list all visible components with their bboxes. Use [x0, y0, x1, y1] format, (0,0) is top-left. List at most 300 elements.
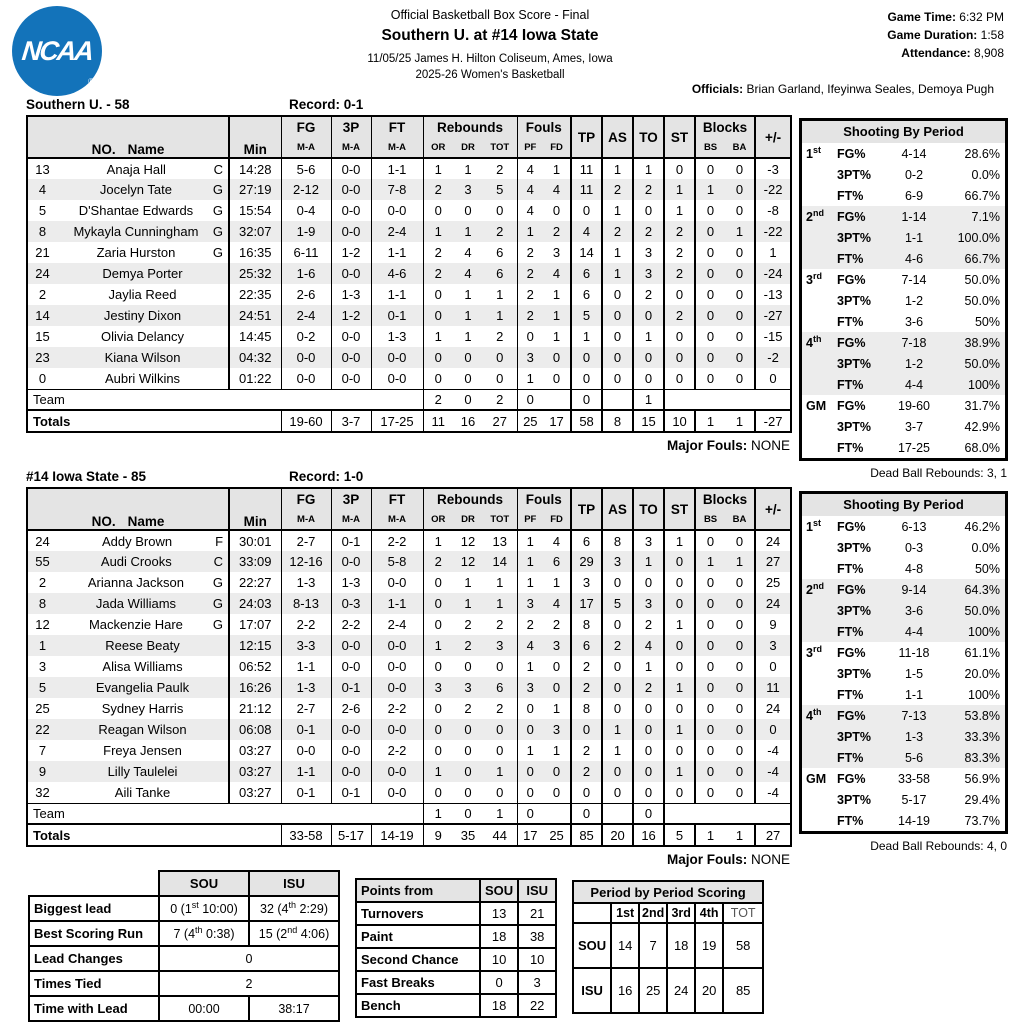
game-time: Game Time: 6:32 PM	[887, 10, 1004, 24]
cell-no: 22	[27, 719, 57, 740]
cell-bs: 0	[695, 368, 725, 389]
player-name: Jaylia Reed	[108, 287, 177, 302]
col-4th: 4th	[695, 903, 723, 923]
cell-min: 17:07	[229, 614, 281, 635]
cell-to: 3	[633, 530, 664, 551]
stat-made-att: 7-18	[901, 335, 927, 350]
cell-pf: 2	[517, 284, 543, 305]
col-st: ST	[664, 116, 695, 158]
cell-or: 1	[423, 326, 453, 347]
totals-p3: 5-17	[331, 824, 371, 846]
player-name: Jestiny Dixon	[103, 308, 182, 323]
cell-to: 0	[633, 719, 664, 740]
points-from-col-isu: ISU	[518, 879, 556, 902]
cell-fd: 0	[552, 203, 561, 218]
period-label: 3rd	[806, 644, 822, 661]
col-3rd: 3rd	[667, 903, 695, 923]
player-row	[27, 572, 791, 593]
player-name: Sydney Harris	[101, 701, 184, 716]
cell-tot: 6	[496, 245, 504, 260]
player-row	[27, 698, 791, 719]
cell-fg: 12-16	[281, 551, 331, 572]
cell-ft: 5-8	[371, 551, 423, 572]
stat-percent: 29.4%	[964, 792, 1000, 807]
period-label: 3rd	[806, 271, 822, 288]
cell-tp: 8	[571, 698, 602, 719]
cell-ft: 0-0	[371, 368, 423, 389]
cell-fd: 3	[552, 245, 561, 260]
period-scoring-value: 20	[695, 968, 723, 1013]
cell-ft: 0-1	[371, 305, 423, 326]
cell-tp: 6	[571, 635, 602, 656]
stat-made-att: 33-58	[898, 771, 930, 786]
cell-tp: 6	[571, 263, 602, 284]
cell-as: 0	[602, 698, 633, 719]
stat-made-att: 3-6	[904, 603, 924, 618]
cell-bs: 0	[695, 530, 725, 551]
cell-dr: 0	[464, 784, 472, 800]
cell-as: 0	[602, 326, 633, 347]
totals-ba: 1	[725, 410, 755, 432]
team-record: Record: 0-1	[289, 97, 364, 112]
shooting-stat-row	[802, 206, 1005, 227]
period-scoring-value: 25	[639, 968, 667, 1013]
stat-made-att: 1-5	[904, 666, 924, 681]
cell-pm: 24	[755, 593, 791, 614]
cell-name	[57, 740, 229, 761]
cell-name	[57, 635, 229, 656]
cell-as: 2	[602, 179, 633, 200]
points-from-sou: 18	[480, 925, 518, 948]
shooting-stat-row	[802, 164, 1005, 185]
cell-fg: 1-3	[281, 677, 331, 698]
cell-fd: 4	[543, 593, 571, 614]
registered-mark: ®	[88, 77, 94, 86]
col-2nd: 2nd	[639, 903, 667, 923]
cell-ft: 1-3	[371, 326, 423, 347]
cell-as: 1	[602, 200, 633, 221]
cell-to: 0	[633, 347, 664, 368]
cell-ba: 0	[725, 677, 755, 698]
ncaa-logo-text: NCAA	[20, 35, 94, 66]
period-scoring-value: 7	[639, 923, 667, 968]
shooting-panel-body	[802, 516, 1005, 831]
cell-no: 3	[38, 659, 47, 674]
cell-pm: -4	[755, 740, 791, 761]
cell-tot: 0	[496, 370, 504, 386]
cell-fg: 0-1	[281, 719, 331, 740]
cell-ft: 2-2	[371, 740, 423, 761]
col-no-name: NO. Name	[27, 488, 229, 530]
player-row	[27, 761, 791, 782]
stat-percent: 100.0%	[957, 230, 1000, 245]
cell-p3: 0-1	[331, 782, 371, 803]
venue-line: 11/05/25 James H. Hilton Coliseum, Ames, Iowa	[367, 53, 613, 65]
cell-dr: 1	[453, 305, 483, 326]
cell-pm: 25	[755, 572, 791, 593]
stat-percent: 50.0%	[964, 293, 1000, 308]
col-bs: BS	[695, 509, 725, 530]
cell-as: 0	[602, 677, 633, 698]
lead-stats-row	[29, 946, 339, 971]
cell-min: 22:27	[229, 572, 281, 593]
col-ba: BA	[725, 137, 755, 158]
stat-percent: 100%	[968, 687, 1000, 702]
cell-pm: -13	[755, 284, 791, 305]
cell-dr: 1	[453, 593, 483, 614]
totals-ft: 14-19	[371, 824, 423, 846]
cell-pm: -2	[755, 347, 791, 368]
team-row	[27, 389, 791, 410]
cell-no: 12	[35, 617, 50, 632]
cell-st: 0	[664, 698, 695, 719]
cell-st: 1	[664, 761, 695, 782]
cell-tp: 0	[571, 719, 602, 740]
player-row	[27, 740, 791, 761]
points-from-label: Turnovers	[356, 902, 480, 925]
cell-dr: 0	[453, 761, 483, 782]
cell-ba: 0	[725, 719, 755, 740]
major-fouls-line: Major Fouls: NONE	[666, 852, 790, 867]
points-from-isu: 10	[518, 948, 556, 971]
cell-pm: 3	[755, 635, 791, 656]
cell-fg: 1-9	[281, 221, 331, 242]
col-min: Min	[229, 116, 281, 158]
cell-as: 0	[602, 347, 633, 368]
cell-pm: 24	[755, 530, 791, 551]
player-row	[27, 719, 791, 740]
cell-no: 2	[38, 575, 47, 590]
totals-fd: 25	[543, 824, 571, 846]
cell-pf: 1	[517, 368, 543, 389]
shooting-stat-row	[802, 642, 1005, 663]
col-fg-ma: M-A	[281, 509, 331, 530]
totals-pf: 17	[517, 824, 543, 846]
shooting-stat-row	[802, 143, 1005, 164]
points-from-label: Second Chance	[356, 948, 480, 971]
cell-or: 1	[423, 761, 453, 782]
cell-st: 2	[664, 263, 695, 284]
cell-ba: 0	[735, 784, 744, 800]
totals-dr: 16	[453, 410, 483, 432]
player-name: Aili Tanke	[114, 784, 171, 800]
cell-as: 1	[602, 242, 633, 263]
cell-ba: 0	[735, 701, 744, 716]
period-scoring-value: 14	[611, 923, 639, 968]
stat-percent: 61.1%	[964, 645, 1000, 660]
player-row	[27, 158, 791, 179]
cell-or: 2	[423, 179, 453, 200]
cell-or: 1	[423, 530, 453, 551]
team-row-cell: Team	[27, 389, 423, 410]
cell-bs: 0	[695, 698, 725, 719]
team-row-cell: 0	[517, 389, 543, 410]
player-row	[27, 782, 791, 803]
cell-p3: 0-0	[331, 263, 371, 284]
shooting-stat-row	[802, 248, 1005, 269]
player-row	[27, 221, 791, 242]
cell-p3: 0-0	[331, 326, 371, 347]
cell-pm: -4	[755, 761, 791, 782]
player-name: Lilly Taulelei	[107, 764, 178, 779]
player-name: Addy Brown	[101, 533, 173, 549]
cell-tot: 0	[496, 203, 504, 218]
lead-stats-body	[29, 896, 339, 1021]
cell-st: 2	[664, 221, 695, 242]
totals-bs: 1	[695, 824, 725, 846]
cell-to: 2	[633, 284, 664, 305]
stat-made-att: 3-6	[904, 314, 924, 329]
player-name: Arianna Jackson	[87, 575, 184, 590]
cell-p3: 0-0	[331, 179, 371, 200]
shooting-stat-row	[802, 332, 1005, 353]
cell-p3: 0-1	[331, 530, 371, 551]
cell-bs: 0	[695, 782, 725, 803]
stat-percent: 50.0%	[964, 603, 1000, 618]
cell-dr: 0	[464, 743, 472, 758]
cell-fd: 4	[552, 533, 561, 549]
player-row	[27, 242, 791, 263]
cell-ft: 1-1	[371, 158, 423, 179]
cell-fg: 1-1	[281, 656, 331, 677]
totals-p3: 3-7	[331, 410, 371, 432]
cell-name	[57, 305, 229, 326]
cell-dr: 1	[453, 221, 483, 242]
stat-percent: 0.0%	[971, 540, 1000, 555]
player-row	[27, 200, 791, 221]
cell-pf: 2	[517, 614, 543, 635]
away-team-section	[26, 97, 790, 453]
cell-tp: 29	[571, 551, 602, 572]
cell-name	[57, 326, 229, 347]
cell-ft: 0-0	[371, 347, 423, 368]
cell-fd: 1	[543, 305, 571, 326]
cell-dr: 3	[453, 677, 483, 698]
cell-st: 1	[664, 179, 695, 200]
cell-no: 4	[27, 179, 57, 200]
cell-pf: 0	[517, 782, 543, 803]
col-ft: FT	[371, 488, 423, 509]
cell-pf: 0	[517, 698, 543, 719]
stat-label: FT%	[837, 561, 864, 576]
period-scoring-team: ISU	[573, 968, 611, 1013]
cell-pf: 2	[517, 305, 543, 326]
stat-percent: 38.9%	[964, 335, 1000, 350]
cell-to: 1	[633, 158, 664, 179]
cell-fd: 1	[552, 701, 561, 716]
totals-st: 10	[664, 410, 695, 432]
player-name: Olivia Delancy	[100, 329, 185, 344]
shooting-by-period-box	[799, 491, 1008, 834]
cell-to: 1	[633, 326, 664, 347]
player-name: Jada Williams	[95, 596, 177, 611]
cell-bs: 1	[695, 179, 725, 200]
stat-label: FT%	[837, 377, 864, 392]
player-name: Jocelyn Tate	[99, 182, 172, 197]
cell-pf: 4	[517, 158, 543, 179]
player-name: Alisa Williams	[102, 659, 183, 674]
stat-percent: 46.2%	[964, 519, 1000, 534]
cell-tp: 14	[571, 242, 602, 263]
stat-percent: 0.0%	[971, 167, 1000, 182]
cell-to: 2	[633, 179, 664, 200]
team-row-cell: 0	[453, 389, 483, 410]
cell-tot: 6	[483, 677, 517, 698]
stat-label: FG%	[837, 146, 866, 161]
shooting-period-group	[802, 269, 1005, 332]
cell-as: 0	[602, 572, 633, 593]
cell-min: 21:12	[229, 698, 281, 719]
cell-name	[57, 677, 229, 698]
cell-fg: 0-1	[281, 782, 331, 803]
cell-as: 1	[602, 158, 633, 179]
cell-name	[57, 284, 229, 305]
shooting-period-group	[802, 579, 1005, 642]
period-scoring-value: 18	[667, 923, 695, 968]
cell-no: 24	[27, 263, 57, 284]
stat-made-att: 1-1	[904, 687, 924, 702]
cell-ba: 0	[735, 245, 744, 260]
col-fd: FD	[543, 509, 571, 530]
totals-tot: 44	[483, 824, 517, 846]
stat-percent: 100%	[968, 624, 1000, 639]
totals-or: 11	[423, 410, 453, 432]
cell-tot: 2	[496, 701, 504, 716]
cell-ft: 0-0	[371, 635, 423, 656]
col-dr: DR	[453, 137, 483, 158]
shooting-stat-row	[802, 705, 1005, 726]
team-row-cell	[543, 803, 571, 824]
col-to: TO	[633, 116, 664, 158]
cell-to: 0	[633, 782, 664, 803]
position-letter: G	[212, 617, 224, 632]
stat-label: FT%	[837, 687, 864, 702]
team-row-cell: 2	[423, 389, 453, 410]
cell-fg: 2-7	[281, 698, 331, 719]
cell-ba: 1	[725, 221, 755, 242]
player-row	[27, 326, 791, 347]
cell-pm: 9	[755, 614, 791, 635]
cell-p3: 0-0	[331, 656, 371, 677]
cell-as: 8	[602, 530, 633, 551]
col-fouls: Fouls	[517, 488, 571, 509]
cell-fg: 1-3	[281, 572, 331, 593]
box-table-body	[27, 530, 791, 846]
player-row	[27, 284, 791, 305]
cell-bs: 0	[695, 263, 725, 284]
stat-percent: 42.9%	[964, 419, 1000, 434]
period-label: 4th	[806, 334, 822, 351]
cell-fd: 1	[552, 575, 561, 590]
team-row-cell	[602, 389, 633, 410]
cell-name	[57, 242, 229, 263]
cell-as: 0	[602, 614, 633, 635]
shooting-stat-row	[802, 311, 1005, 332]
team-name-score: Southern U. - 58	[26, 97, 130, 112]
col-or: OR	[423, 137, 453, 158]
stat-made-att: 1-3	[904, 729, 924, 744]
cell-fg: 1-6	[281, 263, 331, 284]
cell-bs: 0	[695, 158, 725, 179]
cell-tot: 3	[483, 635, 517, 656]
cell-tp: 0	[571, 200, 602, 221]
cell-to: 0	[633, 305, 664, 326]
cell-tot: 0	[483, 719, 517, 740]
stat-made-att: 0-3	[904, 540, 924, 555]
points-from-row	[356, 925, 556, 948]
cell-dr: 1	[464, 575, 472, 590]
cell-tp: 5	[571, 305, 602, 326]
points-from-title: Points from	[356, 879, 480, 902]
period-label: 1st	[806, 145, 821, 162]
shooting-period-group	[802, 642, 1005, 705]
cell-no: 32	[35, 784, 50, 800]
totals-as: 8	[602, 410, 633, 432]
lead-stat-value: 2	[159, 971, 339, 996]
stat-made-att: 1-1	[904, 230, 924, 245]
player-row	[27, 614, 791, 635]
cell-pf: 4	[517, 635, 543, 656]
cell-name	[57, 698, 229, 719]
cell-bs: 0	[695, 200, 725, 221]
player-name: Evangelia Paulk	[95, 680, 190, 695]
cell-dr: 0	[453, 347, 483, 368]
cell-as: 2	[602, 635, 633, 656]
stat-made-att: 4-4	[904, 624, 924, 639]
stat-label: FG%	[837, 398, 866, 413]
period-scoring-value: 16	[611, 968, 639, 1013]
player-row	[27, 530, 791, 551]
cell-no: 5	[27, 677, 57, 698]
cell-or: 0	[423, 614, 453, 635]
position-letter: G	[212, 575, 224, 590]
col-tot: TOT	[483, 509, 517, 530]
cell-no: 1	[27, 635, 57, 656]
cell-ft: 0-0	[371, 719, 423, 740]
stat-made-att: 17-25	[898, 440, 930, 455]
col-or: OR	[423, 509, 453, 530]
period-label: GM	[806, 398, 827, 413]
cell-ba: 0	[735, 329, 744, 344]
lead-stat-sou: 7 (4th 0:38)	[159, 921, 249, 946]
player-row	[27, 656, 791, 677]
cell-dr: 3	[453, 179, 483, 200]
team-row-cell: 0	[633, 803, 664, 824]
shooting-period-group	[802, 395, 1005, 458]
col-blocks: Blocks	[695, 116, 755, 137]
stat-made-att: 9-14	[901, 582, 927, 597]
lead-stats-col-isu: ISU	[249, 871, 339, 896]
col-3p: 3P	[331, 488, 371, 509]
cell-ft: 1-1	[371, 242, 423, 263]
cell-st: 0	[664, 158, 695, 179]
col-no-name: NO. Name	[27, 116, 229, 158]
cell-ba: 0	[735, 370, 744, 386]
cell-pm: -22	[755, 221, 791, 242]
cell-ba: 0	[735, 659, 744, 674]
position-letter: F	[215, 533, 224, 549]
cell-name	[57, 347, 229, 368]
cell-name	[57, 221, 229, 242]
points-from-sou: 0	[480, 971, 518, 994]
period-scoring-total: 58	[723, 923, 763, 968]
cell-no: 15	[35, 329, 50, 344]
cell-fg: 1-1	[281, 761, 331, 782]
cell-to: 1	[633, 551, 664, 572]
cell-st: 1	[664, 614, 695, 635]
stat-label: FG%	[837, 272, 866, 287]
cell-st: 0	[664, 551, 695, 572]
